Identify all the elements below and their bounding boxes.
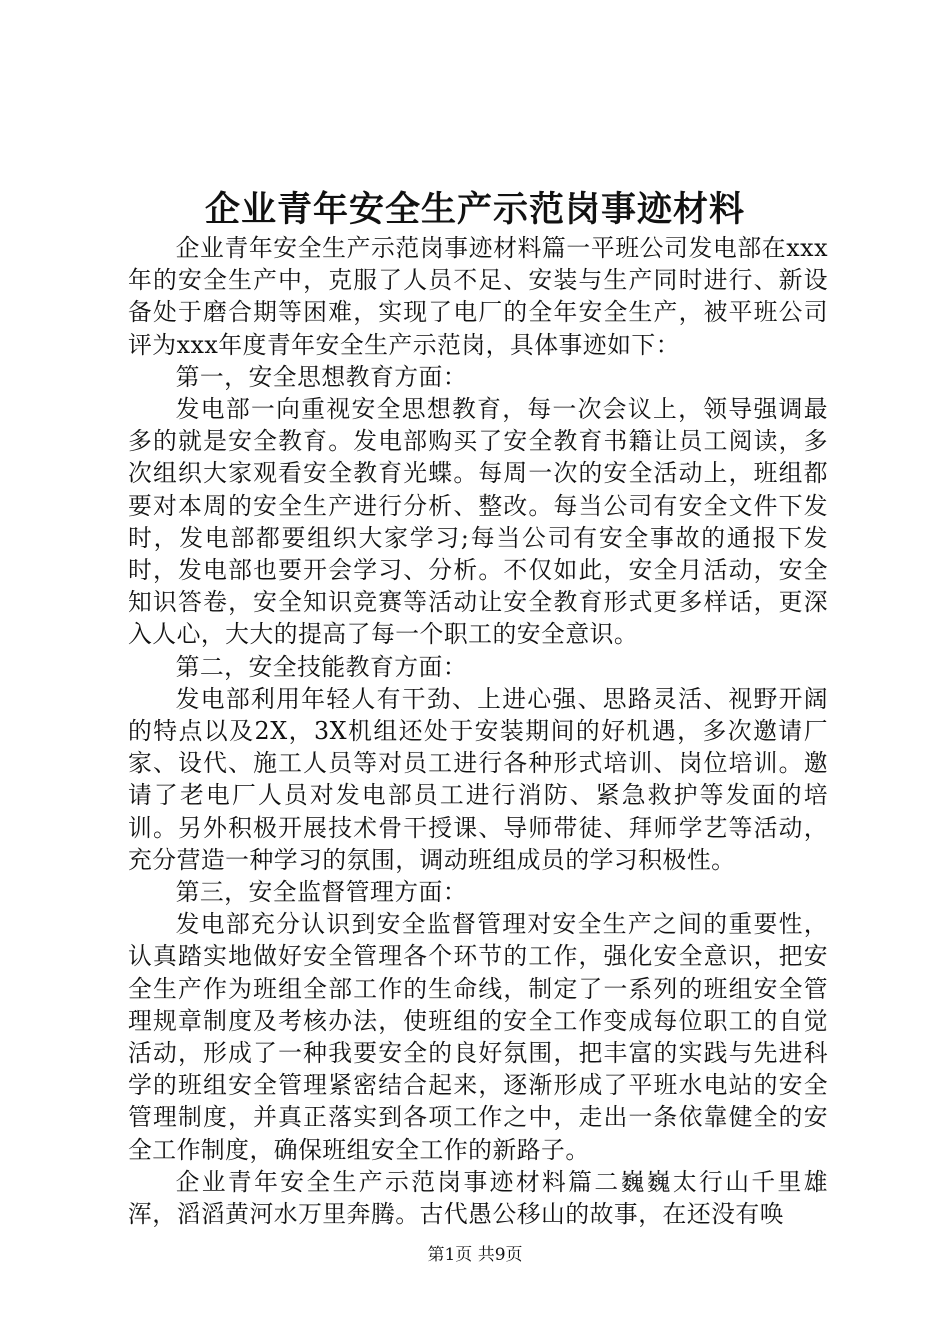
page-number-footer: 第1页 共9页 bbox=[427, 1245, 523, 1265]
section-heading-1: 第一，安全思想教育方面： bbox=[175, 362, 468, 391]
section-heading-3: 第三，安全监督管理方面： bbox=[175, 878, 468, 907]
paragraph-part-two: 企业青年安全生产示范岗事迹材料篇二巍巍太行山千里雄浑，滔滔黄河水万里奔腾。古代愚公移山的故事，在还没有唤 bbox=[128, 1167, 828, 1229]
paragraph-section-1: 发电部一向重视安全思想教育，每一次会议上，领导强调最多的就是安全教育。发电部购买了安全教育书籍让员工阅读，多次组织大家观看安全教育光蝶。每周一次的安全活动上，班组都要对本周的安全生产进行分析、整改。每当公司有安全文件下发时，发电部都要组织大家学习;每当公司有安全事故的通报下发时，发电部也要开会学习、分析。不仅如此，安全月活动，安全知识答卷，安全知识竞赛等活动让安全教育形式更多样话，更深入人心，大大的提高了每一个职工的安全意识。 bbox=[128, 395, 828, 649]
paragraph-section-2: 发电部利用年轻人有干劲、上进心强、思路灵活、视野开阔的特点以及2X，3X机组还处于安装期间的好机遇，多次邀请厂家、设代、施工人员等对员工进行各种形式培训、岗位培训。邀请了老电厂人员对发电部员工进行消防、紧急救护等发面的培训。另外积极开展技术骨干授课、导师带徒、拜师学艺等活动，充分营造一种学习的氛围，调动班组成员的学习积极性。 bbox=[128, 684, 828, 874]
paragraph-section-3: 发电部充分认识到安全监督管理对安全生产之间的重要性，认真踏实地做好安全管理各个环节的工作，强化安全意识，把安全生产作为班组全部工作的生命线，制定了一系列的班组安全管理规章制度及考核办法，使班组的安全工作变成每位职工的自觉活动，形成了一种我要安全的良好氛围，把丰富的实践与先进科学的班组安全管理紧密结合起来，逐渐形成了平班水电站的安全管理制度，并真正落实到各项工作之中，走出一条依靠健全的安全工作制度，确保班组安全工作的新路子。 bbox=[128, 910, 828, 1164]
paragraph-intro: 企业青年安全生产示范岗事迹材料篇一平班公司发电部在xxx年的安全生产中，克服了人员不足、安装与生产同时进行、新设备处于磨合期等困难，实现了电厂的全年安全生产，被平班公司评为xxx年度青年安全生产示范岗，具体事迹如下： bbox=[128, 234, 828, 359]
document-title: 企业青年安全生产示范岗事迹材料 bbox=[204, 189, 745, 230]
section-heading-2: 第二，安全技能教育方面： bbox=[175, 652, 468, 681]
document-body bbox=[128, 232, 828, 1230]
